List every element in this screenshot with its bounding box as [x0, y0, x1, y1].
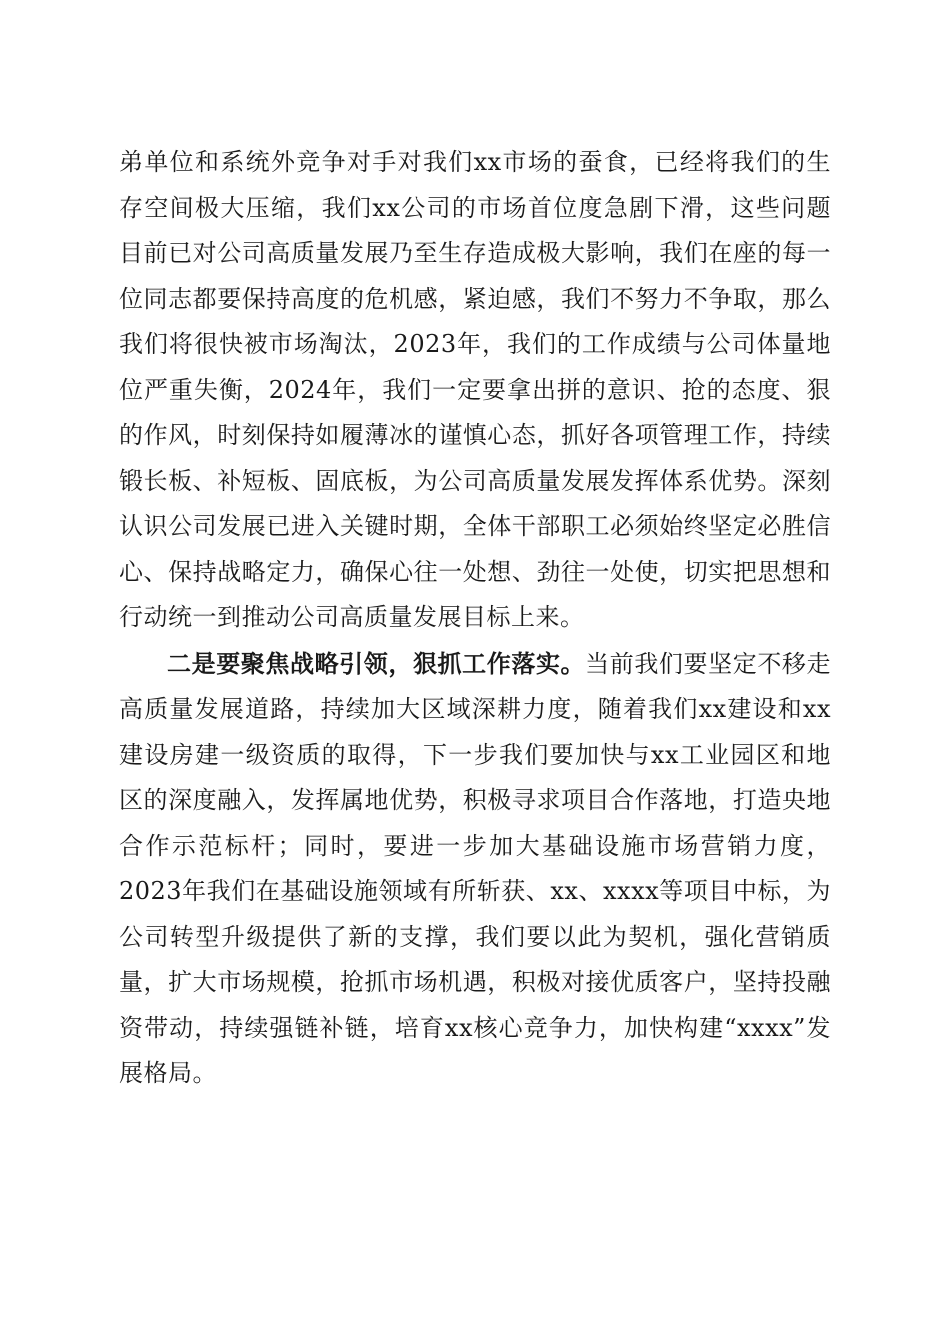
paragraph-2-body: 当前我们要坚定不移走高质量发展道路，持续加大区域深耕力度，随着我们xx建设和xx建设房建一级资质的取得，下一步我们要加快与xx工业园区和地区的深度融入，发挥属地优势，积极寻求项目合作落地，打造央地合作示范标杆；同时，要进一步加大基础设施市场营销力度，2023年我们在基础设施领域有所斩获、xx、xxxx等项目中标，为公司转型升级提供了新的支撑，我们要以此为契机，强化营销质量，扩大市场规模，抢抓市场机遇，积极对接优质客户，坚持投融资带动，持续强链补链，培育xx核心竞争力，加快构建“xxxx”发展格局。	[119, 649, 832, 1087]
paragraph-1-text: 弟单位和系统外竞争对手对我们xx市场的蚕食，已经将我们的生存空间极大压缩，我们xx公司的市场首位度急剧下滑，这些问题目前已对公司高质量发展乃至生存造成极大影响，我们在座的每一位同志都要保持高度的危机感，紧迫感，我们不努力不争取，那么我们将很快被市场淘汰，2023年，我们的工作成绩与公司体量地位严重失衡，2024年，我们一定要拿出拼的意识、抢的态度、狠的作风，时刻保持如履薄冰的谨慎心态，抓好各项管理工作，持续锻长板、补短板、固底板，为公司高质量发展发挥体系优势。深刻认识公司发展已进入关键时期，全体干部职工必须始终坚定必胜信心、保持战略定力，确保心往一处想、劲往一处使，切实把思想和行动统一到推动公司高质量发展目标上来。	[119, 148, 831, 631]
body-text	[119, 140, 831, 1097]
paragraph-second-point	[119, 641, 831, 1097]
paragraph-continued	[119, 140, 831, 641]
paragraph-2-lead: 二是要聚焦战略引领，狠抓工作落实。	[167, 648, 586, 678]
